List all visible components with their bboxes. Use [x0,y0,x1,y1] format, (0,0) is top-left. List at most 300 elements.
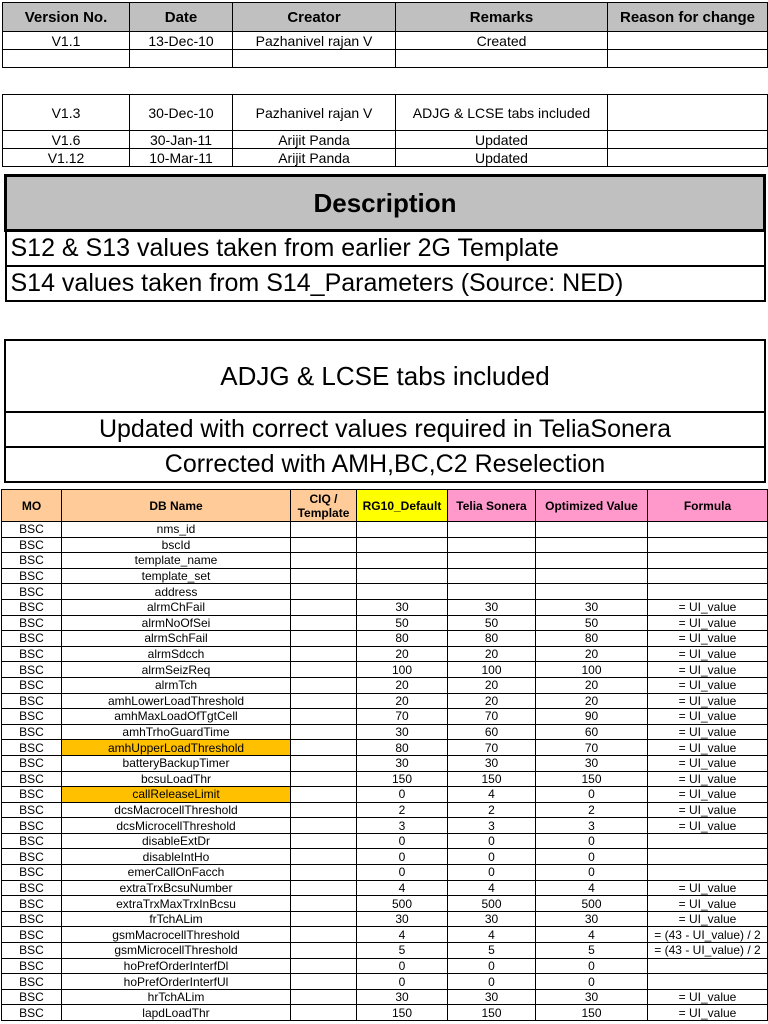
table-row [2,989,768,1005]
cell[interactable]: ADJG & LCSE tabs included [396,95,608,131]
table-row [2,568,768,584]
cell-telia[interactable]: 20 [448,693,536,709]
cell-telia[interactable] [448,584,536,600]
table-row [2,709,768,725]
cell-optimized[interactable] [536,584,648,600]
cell-telia[interactable]: 100 [448,662,536,678]
cell-db-name[interactable]: extraTrxBcsuNumber [62,880,291,896]
cell-db-name[interactable]: batteryBackupTimer [62,755,291,771]
cell-formula[interactable]: = UI_value [648,693,768,709]
cell-telia[interactable]: 500 [448,896,536,912]
cell-rg10[interactable]: 0 [357,787,448,803]
cell-formula[interactable]: = UI_value [648,818,768,834]
table-row [2,974,768,990]
cell-ciq[interactable] [291,849,357,865]
cell-rg10[interactable]: 4 [357,927,448,943]
col-date: Date [130,3,233,32]
cell-formula[interactable]: = UI_value [648,1005,768,1021]
cell-ciq[interactable] [291,1005,357,1021]
cell-rg10[interactable]: 50 [357,615,448,631]
table-row [2,537,768,553]
cell-db-name[interactable]: bcsuLoadThr [62,771,291,787]
cell-optimized[interactable]: 3 [536,818,648,834]
cell[interactable] [3,50,130,68]
cell-optimized[interactable]: 4 [536,880,648,896]
cell[interactable]: Updated [396,131,608,149]
cell-mo[interactable]: BSC [2,646,62,662]
cell-ciq[interactable] [291,833,357,849]
cell-mo[interactable]: BSC [2,631,62,647]
cell-mo[interactable]: BSC [2,522,62,538]
cell-rg10[interactable] [357,553,448,569]
cell-mo[interactable]: BSC [2,599,62,615]
cell-mo[interactable]: BSC [2,709,62,725]
table-row [2,522,768,538]
cell-telia[interactable]: 0 [448,849,536,865]
cell-optimized[interactable]: 150 [536,1005,648,1021]
cell-mo[interactable]: BSC [2,771,62,787]
cell-telia[interactable] [448,537,536,553]
cell-optimized[interactable]: 0 [536,974,648,990]
cell-ciq[interactable] [291,787,357,803]
cell-ciq[interactable] [291,771,357,787]
cell-telia[interactable]: 5 [448,943,536,959]
cell-ciq[interactable] [291,677,357,693]
cell-formula[interactable]: = (43 - UI_value) / 2 [648,943,768,959]
cell-optimized[interactable]: 60 [536,724,648,740]
cell-mo[interactable]: BSC [2,1005,62,1021]
table-row [2,896,768,912]
cell-mo[interactable]: BSC [2,958,62,974]
table-row [2,631,768,647]
cell-telia[interactable]: 70 [448,740,536,756]
cell-rg10[interactable]: 0 [357,849,448,865]
table-row [2,599,768,615]
cell[interactable] [130,50,233,68]
cell-ciq[interactable] [291,693,357,709]
cell-rg10[interactable]: 100 [357,662,448,678]
table-row [2,677,768,693]
cell[interactable]: V1.12 [3,149,130,167]
cell-db-name[interactable]: hoPrefOrderInterfUl [62,974,291,990]
cell-db-name[interactable]: nms_id [62,522,291,538]
cell-optimized[interactable]: 0 [536,849,648,865]
cell-db-name[interactable]: disableIntHo [62,849,291,865]
cell-formula[interactable]: = UI_value [648,787,768,803]
cell-formula[interactable] [648,849,768,865]
cell-rg10[interactable]: 5 [357,943,448,959]
cell-telia[interactable]: 0 [448,974,536,990]
cell[interactable]: 30-Dec-10 [130,95,233,131]
cell-optimized[interactable]: 30 [536,911,648,927]
cell-telia[interactable]: 30 [448,911,536,927]
note-cell[interactable]: Updated with correct values required in TeliaSonera [5,412,765,447]
parameter-table [1,489,768,1021]
cell-formula[interactable]: = UI_value [648,709,768,725]
cell-db-name[interactable]: dcsMacrocellThreshold [62,802,291,818]
cell-ciq[interactable] [291,662,357,678]
cell-optimized[interactable]: 50 [536,615,648,631]
cell-rg10[interactable]: 30 [357,599,448,615]
cell-telia[interactable]: 2 [448,802,536,818]
cell-rg10[interactable]: 30 [357,724,448,740]
cell-mo[interactable]: BSC [2,880,62,896]
cell-telia[interactable]: 0 [448,958,536,974]
col-creator: Creator [233,3,396,32]
cell-ciq[interactable] [291,989,357,1005]
cell-formula[interactable]: = UI_value [648,740,768,756]
cell-telia[interactable]: 4 [448,787,536,803]
table-row [2,740,768,756]
cell-rg10[interactable]: 0 [357,974,448,990]
cell-telia[interactable]: 20 [448,646,536,662]
cell-optimized[interactable]: 80 [536,631,648,647]
cell-db-name[interactable]: gsmMicrocellThreshold [62,943,291,959]
cell-db-name[interactable]: extraTrxMaxTrxInBcsu [62,896,291,912]
cell-formula[interactable]: = UI_value [648,802,768,818]
cell[interactable]: 13-Dec-10 [130,32,233,50]
cell[interactable] [608,149,768,167]
cell[interactable]: Arijit Panda [233,149,396,167]
cell[interactable]: Pazhanivel rajan V [233,95,396,131]
cell-ciq[interactable] [291,709,357,725]
table-row [2,1005,768,1021]
cell[interactable] [608,131,768,149]
cell-mo[interactable]: BSC [2,584,62,600]
cell-ciq[interactable] [291,927,357,943]
cell-db-name[interactable]: callReleaseLimit [62,787,291,803]
col-db-name: DB Name [62,490,291,522]
cell[interactable] [396,50,608,68]
cell-formula[interactable] [648,584,768,600]
cell[interactable] [608,95,768,131]
cell-optimized[interactable]: 0 [536,833,648,849]
cell-optimized[interactable]: 0 [536,958,648,974]
cell-ciq[interactable] [291,911,357,927]
cell[interactable] [233,50,396,68]
cell-formula[interactable]: = UI_value [648,677,768,693]
cell-rg10[interactable]: 20 [357,693,448,709]
cell-ciq[interactable] [291,537,357,553]
cell-telia[interactable]: 20 [448,677,536,693]
cell-ciq[interactable] [291,818,357,834]
cell-ciq[interactable] [291,755,357,771]
cell-db-name[interactable]: dcsMicrocellThreshold [62,818,291,834]
cell-rg10[interactable]: 70 [357,709,448,725]
cell-telia[interactable]: 30 [448,599,536,615]
cell-formula[interactable]: = UI_value [648,599,768,615]
cell-mo[interactable]: BSC [2,802,62,818]
cell-mo[interactable]: BSC [2,943,62,959]
cell-mo[interactable]: BSC [2,927,62,943]
description-line[interactable]: S12 & S13 values taken from earlier 2G Template [6,231,765,267]
cell-ciq[interactable] [291,880,357,896]
col-telia-sonera: Telia Sonera [448,490,536,522]
version-table-header [3,3,768,32]
cell-optimized[interactable]: 20 [536,646,648,662]
cell-db-name[interactable]: alrmSchFail [62,631,291,647]
cell-mo[interactable]: BSC [2,724,62,740]
cell-rg10[interactable]: 80 [357,631,448,647]
cell-mo[interactable]: BSC [2,974,62,990]
cell-db-name[interactable]: amhLowerLoadThreshold [62,693,291,709]
cell-ciq[interactable] [291,568,357,584]
cell-mo[interactable]: BSC [2,615,62,631]
cell[interactable]: 30-Jan-11 [130,131,233,149]
cell-mo[interactable]: BSC [2,818,62,834]
cell-rg10[interactable]: 20 [357,677,448,693]
cell-db-name[interactable]: gsmMacrocellThreshold [62,927,291,943]
cell[interactable]: 10-Mar-11 [130,149,233,167]
table-row [3,50,768,68]
cell-mo[interactable]: BSC [2,911,62,927]
col-version: Version No. [3,3,130,32]
cell-ciq[interactable] [291,896,357,912]
cell-db-name[interactable]: template_name [62,553,291,569]
cell-rg10[interactable]: 0 [357,958,448,974]
cell-optimized[interactable]: 90 [536,709,648,725]
cell-ciq[interactable] [291,958,357,974]
cell-db-name[interactable]: amhTrhoGuardTime [62,724,291,740]
cell-optimized[interactable]: 4 [536,927,648,943]
table-row [3,32,768,50]
table-row [2,615,768,631]
cell-formula[interactable]: = UI_value [648,880,768,896]
cell-formula[interactable]: = UI_value [648,631,768,647]
cell-optimized[interactable]: 0 [536,787,648,803]
cell-optimized[interactable]: 20 [536,677,648,693]
cell-ciq[interactable] [291,740,357,756]
table-row [2,787,768,803]
cell-telia[interactable]: 50 [448,615,536,631]
cell-optimized[interactable]: 0 [536,865,648,881]
cell-mo[interactable]: BSC [2,662,62,678]
table-row [2,943,768,959]
cell-db-name[interactable]: hoPrefOrderInterfDl [62,958,291,974]
col-ciq-template [291,490,357,522]
cell-telia[interactable]: 4 [448,927,536,943]
cell-ciq[interactable] [291,584,357,600]
table-row [2,724,768,740]
cell-formula[interactable] [648,833,768,849]
cell-formula[interactable]: = UI_value [648,771,768,787]
cell-formula[interactable]: = UI_value [648,911,768,927]
cell-ciq[interactable] [291,646,357,662]
note-cell[interactable]: Corrected with AMH,BC,C2 Reselection [5,447,765,482]
cell-rg10[interactable]: 0 [357,833,448,849]
table-row [2,584,768,600]
cell-rg10[interactable]: 2 [357,802,448,818]
cell-mo[interactable]: BSC [2,833,62,849]
cell-rg10[interactable]: 80 [357,740,448,756]
table-row [2,880,768,896]
cell[interactable]: V1.6 [3,131,130,149]
cell-telia[interactable]: 0 [448,865,536,881]
cell-optimized[interactable]: 30 [536,599,648,615]
table-row [2,865,768,881]
cell-db-name[interactable]: frTchALim [62,911,291,927]
cell-formula[interactable] [648,865,768,881]
cell-rg10[interactable]: 150 [357,771,448,787]
cell[interactable]: Updated [396,149,608,167]
cell-db-name[interactable]: alrmNoOfSei [62,615,291,631]
cell-optimized[interactable]: 30 [536,755,648,771]
cell[interactable]: Arijit Panda [233,131,396,149]
cell-db-name[interactable]: template_set [62,568,291,584]
cell-formula[interactable]: = UI_value [648,896,768,912]
cell-db-name[interactable]: alrmSeizReq [62,662,291,678]
cell-optimized[interactable]: 100 [536,662,648,678]
cell-rg10[interactable] [357,568,448,584]
cell-db-name[interactable]: bscId [62,537,291,553]
cell-telia[interactable]: 60 [448,724,536,740]
cell-ciq[interactable] [291,865,357,881]
cell-rg10[interactable] [357,537,448,553]
cell-formula[interactable] [648,537,768,553]
cell-rg10[interactable]: 150 [357,1005,448,1021]
cell-db-name[interactable]: lapdLoadThr [62,1005,291,1021]
cell-formula[interactable]: = UI_value [648,662,768,678]
cell-db-name[interactable]: disableExtDr [62,833,291,849]
table-row [3,149,768,167]
cell-rg10[interactable]: 500 [357,896,448,912]
cell-db-name[interactable]: alrmTch [62,677,291,693]
cell-formula[interactable]: = UI_value [648,646,768,662]
table-row [2,958,768,974]
cell-rg10[interactable]: 20 [357,646,448,662]
cell[interactable]: V1.3 [3,95,130,131]
notes-table [4,339,766,483]
col-mo: MO [2,490,62,522]
cell-mo[interactable]: BSC [2,693,62,709]
cell-mo[interactable]: BSC [2,989,62,1005]
cell-ciq[interactable] [291,802,357,818]
cell-telia[interactable] [448,522,536,538]
cell-telia[interactable]: 30 [448,989,536,1005]
cell-telia[interactable]: 3 [448,818,536,834]
cell-optimized[interactable] [536,568,648,584]
cell[interactable]: Created [396,32,608,50]
cell-rg10[interactable]: 0 [357,865,448,881]
cell-telia[interactable] [448,568,536,584]
cell-telia[interactable]: 70 [448,709,536,725]
cell-rg10[interactable]: 30 [357,911,448,927]
cell-formula[interactable]: = UI_value [648,615,768,631]
cell-formula[interactable]: = (43 - UI_value) / 2 [648,927,768,943]
table-row [2,755,768,771]
description-table [4,174,766,302]
description-line[interactable]: S14 values taken from S14_Parameters (Source: NED) [6,266,765,301]
cell-mo[interactable]: BSC [2,553,62,569]
cell-formula[interactable] [648,974,768,990]
cell[interactable] [608,50,768,68]
cell-optimized[interactable]: 150 [536,771,648,787]
cell-formula[interactable] [648,568,768,584]
cell-optimized[interactable] [536,553,648,569]
cell-mo[interactable]: BSC [2,787,62,803]
note-cell[interactable]: ADJG & LCSE tabs included [5,340,765,412]
cell-formula[interactable]: = UI_value [648,989,768,1005]
cell-optimized[interactable] [536,537,648,553]
table-row [2,771,768,787]
cell-ciq[interactable] [291,631,357,647]
cell-db-name[interactable]: hrTchALim [62,989,291,1005]
table-row [2,927,768,943]
parameter-table-header [2,490,768,522]
cell-optimized[interactable]: 30 [536,989,648,1005]
cell-optimized[interactable]: 20 [536,693,648,709]
cell-telia[interactable]: 0 [448,833,536,849]
cell-rg10[interactable]: 3 [357,818,448,834]
cell-telia[interactable]: 150 [448,1005,536,1021]
table-row [2,693,768,709]
cell-mo[interactable]: BSC [2,896,62,912]
cell-telia[interactable]: 30 [448,755,536,771]
cell[interactable]: Pazhanivel rajan V [233,32,396,50]
cell-optimized[interactable]: 500 [536,896,648,912]
cell-rg10[interactable] [357,584,448,600]
cell-db-name[interactable]: address [62,584,291,600]
cell-telia[interactable] [448,553,536,569]
cell-optimized[interactable]: 70 [536,740,648,756]
cell-mo[interactable]: BSC [2,865,62,881]
cell-mo[interactable]: BSC [2,849,62,865]
cell-rg10[interactable]: 30 [357,755,448,771]
table-row [2,553,768,569]
cell-ciq[interactable] [291,553,357,569]
cell-ciq[interactable] [291,724,357,740]
table-row [2,911,768,927]
cell-formula[interactable] [648,553,768,569]
cell-ciq[interactable] [291,599,357,615]
cell-optimized[interactable]: 2 [536,802,648,818]
cell-formula[interactable] [648,958,768,974]
cell-db-name[interactable]: alrmChFail [62,599,291,615]
cell-telia[interactable]: 4 [448,880,536,896]
cell-db-name[interactable]: amhMaxLoadOfTgtCell [62,709,291,725]
cell-mo[interactable]: BSC [2,537,62,553]
cell-ciq[interactable] [291,974,357,990]
cell-mo[interactable]: BSC [2,755,62,771]
cell-formula[interactable]: = UI_value [648,755,768,771]
table-row [2,833,768,849]
table-row [3,131,768,149]
cell[interactable]: V1.1 [3,32,130,50]
cell-ciq[interactable] [291,522,357,538]
cell-formula[interactable]: = UI_value [648,724,768,740]
cell-ciq[interactable] [291,943,357,959]
cell-telia[interactable]: 150 [448,771,536,787]
cell-optimized[interactable] [536,522,648,538]
cell-db-name[interactable]: emerCallOnFacch [62,865,291,881]
cell-mo[interactable]: BSC [2,568,62,584]
cell-rg10[interactable] [357,522,448,538]
cell-rg10[interactable]: 30 [357,989,448,1005]
cell-db-name[interactable]: amhUpperLoadThreshold [62,740,291,756]
col-formula: Formula [648,490,768,522]
cell[interactable] [608,32,768,50]
cell-rg10[interactable]: 4 [357,880,448,896]
cell-mo[interactable]: BSC [2,740,62,756]
table-row [2,818,768,834]
col-optimized-value: Optimized Value [536,490,648,522]
cell-ciq[interactable] [291,615,357,631]
cell-formula[interactable] [648,522,768,538]
cell-db-name[interactable]: alrmSdcch [62,646,291,662]
cell-optimized[interactable]: 5 [536,943,648,959]
cell-telia[interactable]: 80 [448,631,536,647]
cell-mo[interactable]: BSC [2,677,62,693]
